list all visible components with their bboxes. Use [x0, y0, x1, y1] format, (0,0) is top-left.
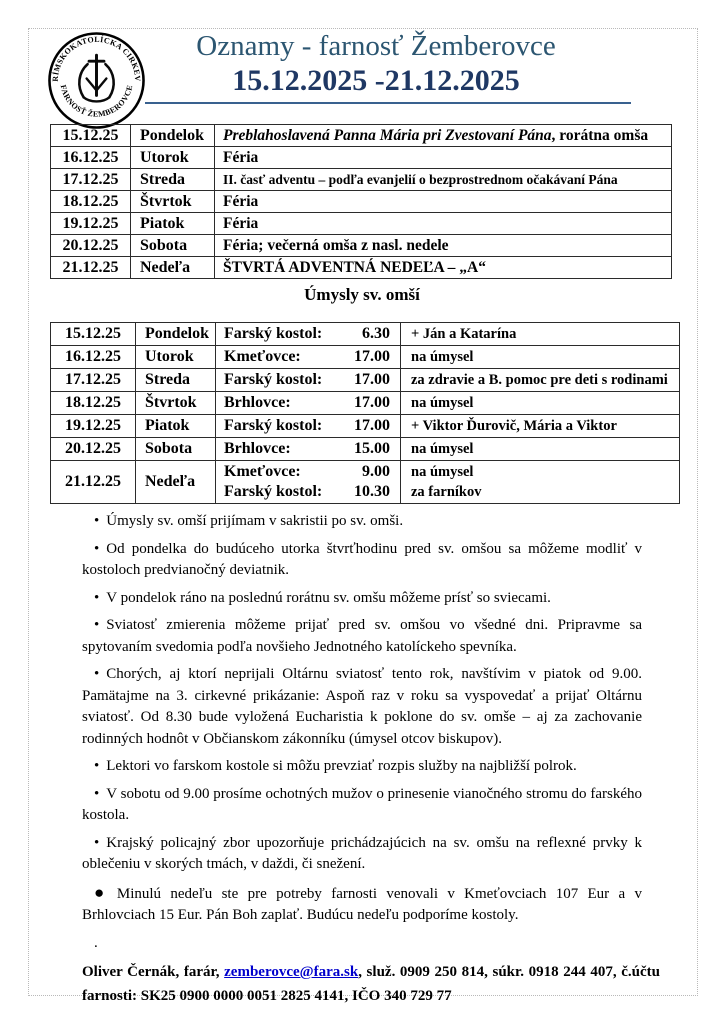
intention-text: na úmysel: [411, 395, 474, 411]
date-cell: 18.12.25: [51, 191, 131, 213]
intention-text: za zdravie a B. pomoc pre deti s rodinami: [411, 372, 668, 388]
mass-place: Farský kostol:: [224, 417, 323, 434]
mass-place: Farský kostol:: [224, 371, 323, 388]
intention-cell: [401, 392, 680, 415]
header-underline: [145, 102, 631, 104]
table-row: [51, 125, 672, 147]
announcement-text: Krajský policajný zbor upozorňuje prichádzajúcich na sv. omšu na reflexné prvky k oblečeniu v skorých tmách, v daždi, či snežení.: [82, 834, 642, 872]
day-cell: Štvrtok: [136, 392, 216, 415]
announcement-item: [82, 539, 642, 582]
announcement-text: Úmysly sv. omší prijímam v sakristii po sv. omši.: [106, 513, 404, 529]
feast-name: Preblahoslavená Panna Mária pri Zvestovaní Pána: [223, 126, 552, 144]
mass-place: Brhlovce:: [224, 440, 291, 457]
announcement-text: V pondelok ráno na poslednú rorátnu sv. omšu môžeme prísť so sviecami.: [106, 589, 551, 606]
table-row: [51, 147, 672, 169]
table-row: [51, 191, 672, 213]
mass-cell: [216, 438, 401, 461]
day-cell: Streda: [136, 369, 216, 392]
day-cell: Sobota: [136, 438, 216, 461]
bullet-icon: ●: [94, 882, 110, 902]
bullet-icon: •: [94, 513, 100, 529]
date-range: 15.12.2025 -21.12.2025: [232, 64, 520, 97]
liturgy-table: [50, 124, 672, 279]
table-row: [51, 257, 672, 279]
intention-cell: [401, 346, 680, 369]
table-row: [51, 392, 680, 415]
table-row: [51, 235, 672, 257]
footer-details: , služ. 0909 250 814, súkr. 0918 244 407, č.účtu farnosti: SK25 0900 0000 0051 2825 4141, IČO 340 729 77: [82, 964, 660, 1004]
bullet-icon: •: [94, 540, 100, 557]
day-cell: Sobota: [131, 235, 215, 257]
table-row: [51, 438, 680, 461]
day-cell: Pondelok: [136, 323, 216, 346]
date-cell: 18.12.25: [51, 392, 136, 415]
intentions-heading: Úmysly sv. omší: [304, 285, 420, 304]
date-cell: 15.12.25: [51, 323, 136, 346]
table-row: [51, 323, 680, 346]
date-cell: 17.12.25: [51, 369, 136, 392]
day-cell: Utorok: [131, 147, 215, 169]
table-row: [51, 369, 680, 392]
seal-bottom-text: FARNOSŤ ŽEMBEROVCE: [58, 83, 135, 119]
seal-top-text: RÍMSKOKATOLÍCKA CIRKEV: [50, 34, 143, 82]
intention-text: na úmysel: [411, 349, 474, 365]
bullet-icon: •: [94, 617, 100, 633]
mass-time: 10.30: [354, 483, 390, 500]
intention-text: za farníkov: [411, 484, 482, 500]
announcement-text: V sobotu od 9.00 prosíme ochotných mužov o prinesenie vianočného stromu do farského kostola.: [82, 785, 642, 823]
feast-note: , rorátna omša: [551, 126, 649, 144]
day-cell: Štvrtok: [131, 191, 215, 213]
date-cell: 17.12.25: [51, 169, 131, 191]
intention-cell: [401, 461, 680, 504]
mass-place: Brhlovce:: [224, 394, 291, 411]
intention-text: na úmysel: [411, 441, 474, 457]
mass-place: Kmeťovce:: [224, 348, 301, 365]
announcement-text: Sviatosť zmierenia môžeme prijať pred sv. omšou vo všedné dni. Pripravme sa spytovaním svedomia podľa novšieho Jednotného katolíckeho spevníka.: [82, 617, 642, 655]
bullet-icon: •: [94, 589, 100, 606]
mass-time: 17.00: [354, 394, 390, 411]
table-row: [51, 461, 680, 504]
intention-text: + Viktor Ďurovič, Mária a Viktor: [411, 418, 617, 434]
announcement-text: Od pondelka do budúceho utorka štvrťhodinu pred sv. omšou sa môžeme modliť v kostoloch predvianočný deviatnik.: [82, 540, 642, 578]
mass-cell: [216, 392, 401, 415]
intention-cell: [401, 415, 680, 438]
mass-place: Farský kostol:: [224, 483, 323, 500]
intention-cell: [401, 438, 680, 461]
mass-time: 17.00: [354, 348, 390, 365]
mass-time: 9.00: [362, 463, 390, 480]
announcements: [82, 511, 660, 1008]
mass-cell: [216, 369, 401, 392]
description-cell: Féria; večerná omša z nasl. nedele: [215, 235, 672, 257]
mass-table: [50, 322, 680, 504]
description-cell: Féria: [215, 147, 672, 169]
announcement-item: [82, 511, 642, 533]
date-cell: 21.12.25: [51, 257, 131, 279]
mass-place: Kmeťovce:: [224, 463, 301, 480]
announcement-item: [82, 615, 642, 658]
description-cell: II. časť adventu – podľa evanjelií o bezprostrednom očakávaní Pána: [215, 169, 672, 191]
announcement-text: Chorých, aj ktorí neprijali Oltárnu sviatosť tento rok, navštívim v piatok od 9.00. Pamätajme na 3. cirkevné prikázanie: Aspoň raz v roku sa vyspovedať a prijať Oltárnu sviatosť. Od 8.30 bude vyložená Eucharistia k poklone do sv. omše – aj za zachovanie rodinných hodnôt v Občianskom zákonníku (úmysel otcov biskupov).: [82, 666, 642, 747]
mass-time: 17.00: [354, 371, 390, 388]
table-row: [51, 213, 672, 235]
day-cell: Nedeľa: [136, 461, 216, 504]
day-cell: Pondelok: [131, 125, 215, 147]
bullet-icon: •: [94, 785, 100, 802]
table-row: [51, 415, 680, 438]
mass-cell: [216, 323, 401, 346]
intention-cell: [401, 369, 680, 392]
intention-cell: [401, 323, 680, 346]
day-cell: Streda: [131, 169, 215, 191]
seal-emblem-icon: [79, 55, 113, 101]
date-cell: 21.12.25: [51, 461, 136, 504]
footer-contact: [82, 960, 660, 1008]
date-cell: 20.12.25: [51, 438, 136, 461]
table-row: [51, 346, 680, 369]
footer-name: Oliver Černák, farár,: [82, 964, 225, 980]
mass-time: 15.00: [354, 440, 390, 457]
page-header: [116, 30, 636, 99]
mass-time: 6.30: [362, 325, 390, 342]
announcement-item: [82, 784, 642, 827]
description-cell: [215, 125, 672, 147]
announcement-item: [82, 588, 642, 610]
date-cell: 19.12.25: [51, 213, 131, 235]
announcement-item: [82, 882, 642, 927]
email-link[interactable]: zemberovce@fara.sk: [224, 964, 359, 980]
mass-time: 17.00: [354, 417, 390, 434]
mass-cell: [216, 461, 401, 504]
description-cell: Féria: [215, 191, 672, 213]
date-cell: 16.12.25: [51, 147, 131, 169]
intention-text: na úmysel: [411, 464, 474, 480]
bullet-icon: •: [94, 758, 100, 774]
mass-cell: [216, 415, 401, 438]
announcement-text: Minulú nedeľu ste pre potreby farnosti venovali v Kmeťovciach 107 Eur a v Brhlovciach 15 Eur. Pán Boh zaplať. Budúcu nedeľu podporíme kostoly.: [82, 885, 642, 923]
page-title: Oznamy - farnosť Žemberovce: [196, 30, 556, 62]
mass-cell: [216, 346, 401, 369]
bullet-icon: •: [94, 834, 100, 851]
date-cell: 19.12.25: [51, 415, 136, 438]
announcement-item: [82, 756, 642, 778]
day-cell: Nedeľa: [131, 257, 215, 279]
intention-text: + Ján a Katarína: [411, 326, 517, 342]
day-cell: Piatok: [131, 213, 215, 235]
bullet-icon: •: [94, 666, 100, 682]
date-cell: 16.12.25: [51, 346, 136, 369]
description-cell: Féria: [215, 213, 672, 235]
stray-dot: .: [94, 934, 98, 951]
announcement-text: Lektori vo farskom kostole si môžu prevziať rozpis služby na najbližší polrok.: [106, 758, 577, 774]
date-cell: 15.12.25: [51, 125, 131, 147]
announcement-item: [82, 664, 642, 750]
day-cell: Piatok: [136, 415, 216, 438]
description-cell: ŠTVRTÁ ADVENTNÁ NEDEĽA – „A“: [215, 257, 672, 279]
table-row: [51, 169, 672, 191]
announcement-item: [82, 833, 642, 876]
date-cell: 20.12.25: [51, 235, 131, 257]
mass-place: Farský kostol:: [224, 325, 323, 342]
day-cell: Utorok: [136, 346, 216, 369]
